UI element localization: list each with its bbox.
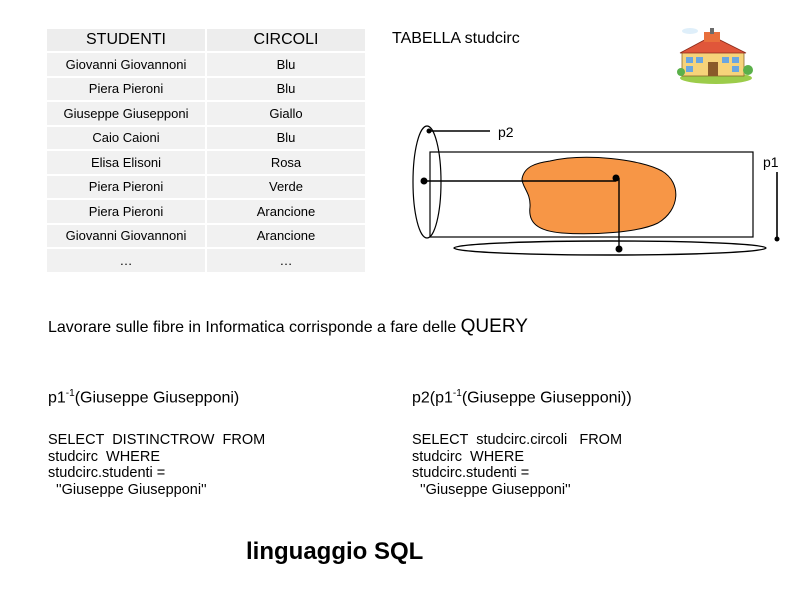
cell-circolo: Blu xyxy=(207,127,365,150)
cell-circolo: … xyxy=(207,249,365,272)
right-formula-prefix: p2(p1 xyxy=(412,389,453,407)
column-header-studenti: STUDENTI xyxy=(47,29,205,51)
cell-circolo: Verde xyxy=(207,176,365,199)
cell-studente: Piera Pieroni xyxy=(47,200,205,223)
cell-circolo: Arancione xyxy=(207,200,365,223)
table-row xyxy=(47,78,365,101)
heading-emph: QUERY xyxy=(460,316,528,337)
cell-studente: Giovanni Giovannoni xyxy=(47,53,205,76)
cell-circolo: Blu xyxy=(207,78,365,101)
table-row xyxy=(47,225,365,248)
right-sql-query: SELECT studcirc.circoli FROM studcirc WHERE studcirc.studenti = ''Giuseppe Giusepponi'' xyxy=(412,432,623,498)
cell-studente: Giuseppe Giusepponi xyxy=(47,102,205,125)
cell-circolo: Arancione xyxy=(207,225,365,248)
left-formula-prefix: p1 xyxy=(48,389,66,407)
table-row xyxy=(47,53,365,76)
studcirc-table xyxy=(45,27,367,274)
base-ellipse xyxy=(454,241,766,255)
cell-studente: … xyxy=(47,249,205,272)
table-row xyxy=(47,176,365,199)
heading-text: Lavorare sulle fibre in Informatica corrisponde a fare delle xyxy=(48,319,461,336)
left-formula-sup: -1 xyxy=(65,388,75,399)
cell-studente: Elisa Elisoni xyxy=(47,151,205,174)
right-formula xyxy=(412,388,632,407)
right-formula-sup: -1 xyxy=(452,388,462,399)
cell-circolo: Rosa xyxy=(207,151,365,174)
cell-circolo: Giallo xyxy=(207,102,365,125)
cell-studente: Giovanni Giovannoni xyxy=(47,225,205,248)
left-formula xyxy=(48,388,239,407)
column-header-circoli: CIRCOLI xyxy=(207,29,365,51)
school-building-icon xyxy=(676,26,756,86)
right-formula-suffix: (Giuseppe Giusepponi)) xyxy=(461,389,632,407)
p2-label: p2 xyxy=(498,124,514,140)
orange-fibre-blob xyxy=(522,157,676,233)
cell-circolo: Blu xyxy=(207,53,365,76)
table-header-row xyxy=(47,29,365,51)
table-row xyxy=(47,249,365,272)
left-sql-query: SELECT DISTINCTROW FROM studcirc WHERE studcirc.studenti = ''Giuseppe Giusepponi'' xyxy=(48,432,266,498)
cell-studente: Piera Pieroni xyxy=(47,176,205,199)
table-row xyxy=(47,102,365,125)
query-heading xyxy=(48,316,528,338)
table-title: TABELLA studcirc xyxy=(392,30,520,47)
left-formula-suffix: (Giuseppe Giusepponi) xyxy=(74,389,240,407)
p1-label: p1 xyxy=(763,154,779,170)
cell-studente: Piera Pieroni xyxy=(47,78,205,101)
footer-title: linguaggio SQL xyxy=(246,538,424,565)
table-row xyxy=(47,200,365,223)
table-row xyxy=(47,151,365,174)
table-row xyxy=(47,127,365,150)
fibre-bundle-diagram xyxy=(400,115,794,275)
cell-studente: Caio Caioni xyxy=(47,127,205,150)
